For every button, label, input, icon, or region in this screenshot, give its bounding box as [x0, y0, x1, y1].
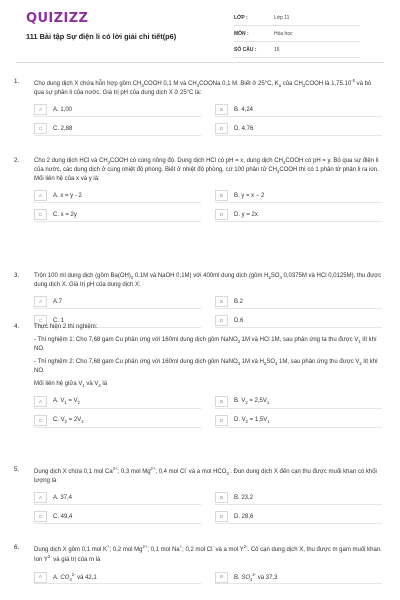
option-letter-box: C — [34, 415, 47, 426]
answer-option-a[interactable] — [34, 571, 201, 584]
option-text: A. $V_1 = V_2$ — [53, 398, 80, 406]
question-paragraph: Dung dịch X chứa 0,1 mol $Ca^{2+}$; 0,3 mol $Mg^{2+}$; 0,4 mol Cl- và a mol $HCO_3^-$. Đun dung dịch X đến cạn thu được muối khan có khối lượng là — [34, 466, 377, 484]
option-letter-box: A — [34, 104, 47, 115]
answer-option-a[interactable] — [34, 104, 201, 117]
answer-option-c[interactable] — [34, 123, 201, 136]
header-divider — [16, 62, 384, 63]
option-letter-box: B — [215, 572, 228, 583]
option-text: C. 1 — [53, 317, 65, 324]
answer-options — [34, 571, 382, 584]
option-letter-box: C — [34, 123, 47, 134]
option-text: A. 1,00 — [53, 106, 73, 113]
meta-label: MÔN : — [234, 31, 249, 38]
option-letter-box: C — [34, 511, 47, 522]
option-letter-box: B — [215, 104, 228, 115]
option-text: D.6 — [234, 317, 244, 324]
option-text: B. y = x − 2 — [234, 192, 265, 199]
option-text: D. 4,76 — [234, 125, 254, 132]
question-4 — [16, 323, 382, 428]
question-2 — [16, 157, 382, 222]
question-3 — [16, 272, 382, 328]
page-title: 111 Bài tập Sự điện li có lời giải chi tiết(p6) — [26, 32, 177, 41]
meta-row-class — [234, 12, 360, 26]
question-text — [34, 78, 382, 97]
option-letter-box: A — [34, 296, 47, 307]
meta-row-subject — [234, 28, 360, 42]
option-letter-box: A — [34, 492, 47, 503]
answer-option-b[interactable] — [215, 190, 382, 203]
question-number: 4. — [14, 323, 20, 330]
answer-option-b[interactable] — [215, 104, 382, 117]
option-text: D. y = 2x — [234, 211, 258, 218]
option-letter-box: A — [34, 190, 47, 201]
answer-option-b[interactable] — [215, 492, 382, 505]
option-text: C. 49,4 — [53, 513, 73, 520]
option-text: B. $SO_4^{2-}$ và 37,3 — [234, 571, 278, 582]
answer-option-c[interactable] — [34, 511, 201, 524]
question-paragraph: Thực hiện 2 thí nghiệm: — [34, 324, 98, 330]
meta-row-count — [234, 44, 360, 58]
answer-option-c[interactable] — [34, 415, 201, 428]
option-text: A. x = y - 2 — [53, 192, 82, 199]
option-text: C. x = 2y — [53, 211, 77, 218]
option-text: B. 4,24 — [234, 106, 254, 113]
option-letter-box: B — [215, 190, 228, 201]
meta-value: Lớp 11 — [274, 15, 290, 22]
option-letter-box: D — [215, 315, 228, 326]
answer-option-d[interactable] — [215, 123, 382, 136]
option-letter-box: B — [215, 396, 228, 407]
answer-option-c[interactable] — [34, 209, 201, 222]
answer-options — [34, 190, 382, 222]
meta-label: SỐ CÂU : — [234, 47, 257, 54]
question-text — [34, 544, 382, 564]
option-letter-box: D — [215, 511, 228, 522]
question-number: 1. — [14, 78, 20, 85]
answer-options — [34, 492, 382, 524]
question-paragraph: Mối liên hệ giữa $V_1$ và $V_2$ là — [34, 381, 108, 389]
option-text: B. $V_2 = 2,5V_1$ — [234, 398, 270, 406]
option-text: B. 23,2 — [234, 494, 254, 501]
question-paragraph: Dung dịch X gồm 0,1 mol K+; 0,2 mol $Mg^{2+}$; 0,1 mol Na+; 0,2 mol Cl- và a mol $Y^{2-}$. Cô cạn dung dịch X, thu được m gam muối khan. Ion $Y^{2-}$ và giá trị của m là — [34, 544, 382, 564]
question-number: 2. — [14, 157, 20, 164]
option-text: A. $CO_3^{2-}$ và 42,1 — [53, 571, 97, 582]
option-letter-box: B — [215, 296, 228, 307]
option-text: B.2 — [234, 298, 244, 305]
answer-option-a[interactable] — [34, 492, 201, 505]
question-number: 6. — [14, 544, 20, 551]
question-1 — [16, 78, 382, 136]
answer-option-a[interactable] — [34, 296, 201, 309]
answer-options — [34, 396, 382, 428]
question-paragraph: Trộn 100 ml dung dịch (gồm $Ba(OH)_2$ 0,1M và NaOH 0,1M) với 400ml dung dịch (gồm $H_2SO_4$ 0,0375M và HCl 0,0125M), thu được dung dịch X. Giá trị pH của dung dịch X: — [34, 273, 382, 288]
question-number: 3. — [14, 272, 20, 279]
answer-option-a[interactable] — [34, 396, 201, 409]
option-text: D. 28,6 — [234, 513, 254, 520]
meta-value: Hóa học — [274, 31, 293, 38]
worksheet-header — [16, 0, 384, 66]
question-5 — [16, 466, 382, 524]
option-text: A. 37,4 — [53, 494, 73, 501]
option-letter-box: C — [34, 209, 47, 220]
option-letter-box: B — [215, 492, 228, 503]
option-letter-box: A — [34, 396, 47, 407]
question-paragraph: - Thí nghiệm 2: Cho 7,68 gam Cu phản ứng với 160ml dung dịch gồm NaNO$_3$ 1M và $H_2SO_4$ 1M, sau phản ứng thu được $V_2$ lít khí NO. — [34, 359, 378, 374]
answer-option-d[interactable] — [215, 415, 382, 428]
meta-value: 15 — [274, 47, 280, 54]
answer-option-b[interactable] — [215, 296, 382, 309]
quizizz-logo: QUIZIZZ — [26, 11, 89, 26]
question-paragraph: Cho dung dịch X chứa hỗn hợp gồm $CH_3COOH$ 0,1 M và $CH_3COONa$ 0,1 M. Biết ở 25°C, $K_a$ của $CH_3COOH$ là $1,75.10^{-5}$ và bỏ qua sự phân li của nước. Giá trị pH của dung dịch X ở 25°C là: — [34, 78, 372, 96]
question-number: 5. — [14, 466, 20, 473]
answer-option-d[interactable] — [215, 511, 382, 524]
question-text — [34, 272, 382, 289]
question-paragraph: Cho 2 dung dịch HCl và $CH_3COOH$ có cùng nồng độ. Dung dịch HCl có pH = x, dung dịch $CH_3COOH$ có pH = y. Bỏ qua sự điện li của nước, các dung dịch ở cùng nhiệt độ phòng. Biết ở nhiệt độ phòng, cứ 100 phân tử $CH_3COOH$ thì có 1 phân tử phân li ra ion. Mối liên hệ của x và y là: — [34, 158, 379, 182]
option-text: D. $V_2 = 1,5V_1$ — [234, 417, 270, 425]
answer-options — [34, 104, 382, 136]
answer-option-a[interactable] — [34, 190, 201, 203]
option-letter-box: A — [34, 572, 47, 583]
question-text — [34, 466, 382, 485]
option-letter-box: D — [215, 123, 228, 134]
option-text: C. $V_2 = 2V_1$ — [53, 417, 84, 425]
answer-option-b[interactable] — [215, 571, 382, 584]
meta-label: LỚP : — [234, 15, 248, 22]
question-paragraph: - Thí nghiệm 1: Cho 7,68 gam Cu phản ứng với 160ml dung dịch gồm NaNO$_3$ 1M và HCl 1M, sau phản ứng ta thu được $V_1$ lít khí NO. — [34, 337, 377, 352]
option-letter-box: C — [34, 315, 47, 326]
question-6 — [16, 544, 382, 584]
question-text — [34, 323, 382, 389]
option-letter-box: D — [215, 209, 228, 220]
meta-table — [234, 12, 360, 60]
answer-option-b[interactable] — [215, 396, 382, 409]
answer-option-d[interactable] — [215, 209, 382, 222]
question-text — [34, 157, 382, 183]
option-text: C. 2,88 — [53, 125, 73, 132]
option-text: A.7 — [53, 298, 63, 305]
option-letter-box: D — [215, 415, 228, 426]
